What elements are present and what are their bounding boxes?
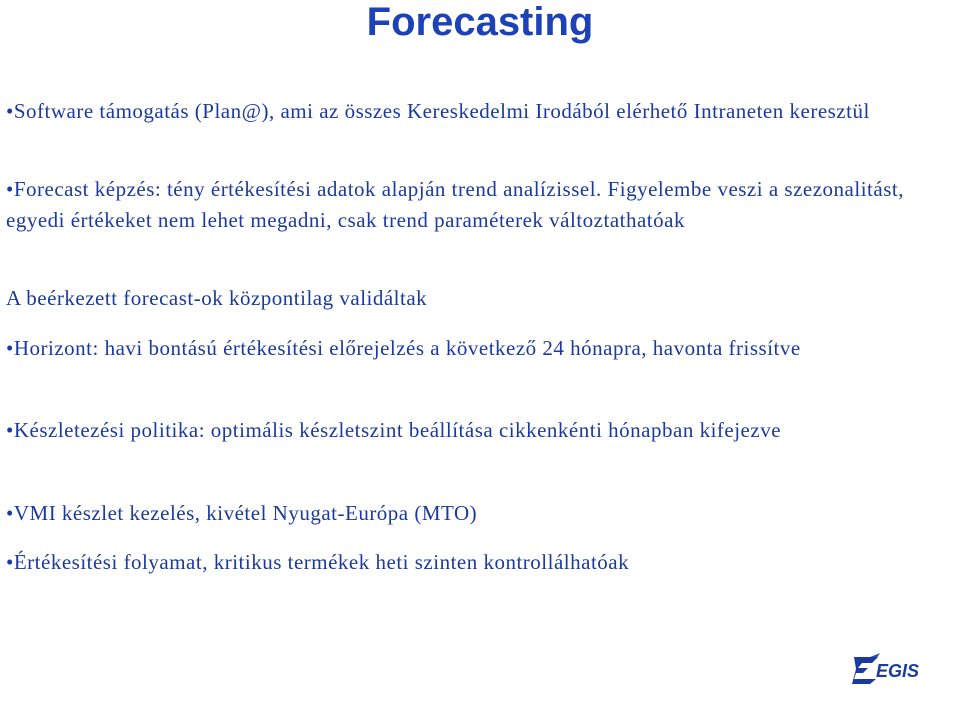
bullet-item: •Horizont: havi bontású értékesítési előrejelzés a következő 24 hónapra, havonta frissítve xyxy=(6,336,801,360)
bullet-item: •VMI készlet kezelés, kivétel Nyugat-Európa (MTO) xyxy=(6,501,478,525)
bullet-item: •Software támogatás (Plan@), ami az összes Kereskedelmi Irodából elérhető Intraneten keresztül xyxy=(6,99,870,123)
egis-logo xyxy=(852,651,934,685)
bullet-item: •Értékesítési folyamat, kritikus termékek heti szinten kontrollálhatóak xyxy=(6,550,630,574)
slide-title: Forecasting xyxy=(366,0,594,44)
bullet-item: A beérkezett forecast-ok központilag validáltak xyxy=(6,286,428,310)
bullet-item: •Készletezési politika: optimális készletszint beállítása cikkenkénti hónapban kifejezve xyxy=(6,418,782,442)
egis-logo-text: EGIS xyxy=(876,661,920,681)
bullet-item: •Forecast képzés: tény értékesítési adatok alapján trend analízissel. Figyelembe veszi a szezonalitást, egyedi értékeket nem lehet megadni, csak trend paraméterek változtathatóak xyxy=(6,177,904,232)
